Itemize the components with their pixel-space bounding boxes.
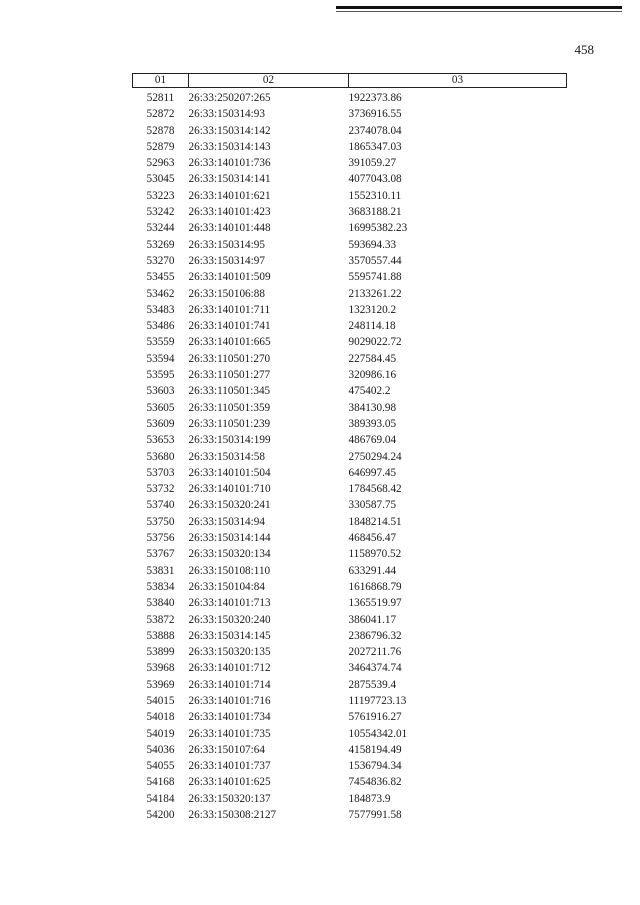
cell-cadastral-number: 26:33:140101:734 <box>188 711 271 724</box>
table-row <box>133 497 567 513</box>
cell-id: 53653 <box>146 434 175 447</box>
cell-cadastral-number: 26:33:140101:509 <box>188 271 271 284</box>
cell-value: 1536794.34 <box>348 760 402 773</box>
cell-id: 53840 <box>146 597 175 610</box>
header-rule <box>336 6 622 9</box>
table-row <box>133 546 567 562</box>
table-row <box>133 400 567 416</box>
cell-id: 53594 <box>146 352 175 365</box>
table-row <box>133 302 567 318</box>
cell-cadastral-number: 26:33:140101:737 <box>188 760 271 773</box>
table-row <box>133 286 567 302</box>
cell-value: 593694.33 <box>348 238 397 251</box>
cell-value: 391059.27 <box>348 157 397 170</box>
table-row <box>133 88 567 107</box>
table-row <box>133 220 567 236</box>
cell-value: 1848214.51 <box>348 515 402 528</box>
cell-value: 1552310.11 <box>348 189 402 202</box>
cell-id: 53732 <box>146 483 175 496</box>
table-row <box>133 123 567 139</box>
table-row <box>133 612 567 628</box>
cell-cadastral-number: 26:33:140101:712 <box>188 662 271 675</box>
cell-value: 468456.47 <box>348 532 397 545</box>
cell-id: 53269 <box>146 238 175 251</box>
cell-cadastral-number: 26:33:150314:97 <box>188 254 265 267</box>
cell-value: 1784568.42 <box>348 483 402 496</box>
cell-id: 53483 <box>146 303 175 316</box>
cell-cadastral-number: 26:33:110501:345 <box>188 385 271 398</box>
cell-cadastral-number: 26:33:150320:137 <box>188 792 271 805</box>
cell-value: 7577991.58 <box>348 809 402 822</box>
cell-id: 52879 <box>146 140 175 153</box>
cell-cadastral-number: 26:33:140101:625 <box>188 776 271 789</box>
cell-cadastral-number: 26:33:140101:735 <box>188 727 271 740</box>
cell-id: 52963 <box>146 157 175 170</box>
cell-value: 11197723.13 <box>348 694 407 707</box>
cell-id: 54018 <box>146 711 175 724</box>
table-row <box>133 432 567 448</box>
column-header-03: 03 <box>349 74 567 88</box>
cell-cadastral-number: 26:33:150320:134 <box>188 548 271 561</box>
table-row <box>133 514 567 530</box>
cell-id: 53888 <box>146 629 175 642</box>
cell-id: 54200 <box>146 809 175 822</box>
cell-value: 10554342.01 <box>348 727 408 740</box>
cell-id: 54168 <box>146 776 175 789</box>
cell-value: 4158194.49 <box>348 743 402 756</box>
cell-value: 486769.04 <box>348 434 397 447</box>
page-number: 458 <box>574 42 594 57</box>
cell-cadastral-number: 26:33:150106:88 <box>188 287 265 300</box>
cell-value: 2750294.24 <box>348 450 402 463</box>
cell-id: 53045 <box>146 173 175 186</box>
cell-value: 2027211.76 <box>348 646 402 659</box>
cell-id: 53740 <box>146 499 175 512</box>
cell-value: 2133261.22 <box>348 287 402 300</box>
table-row <box>133 171 567 187</box>
cell-cadastral-number: 26:33:150314:145 <box>188 629 271 642</box>
cell-value: 184873.9 <box>348 792 391 805</box>
cell-value: 3683188.21 <box>348 206 402 219</box>
column-header-02: 02 <box>189 74 349 88</box>
table-row <box>133 563 567 579</box>
cell-cadastral-number: 26:33:150314:141 <box>188 173 271 186</box>
table-body <box>133 88 567 824</box>
table-row <box>133 334 567 350</box>
cell-id: 53968 <box>146 662 175 675</box>
cell-id: 53831 <box>146 564 175 577</box>
cell-value: 2875539.4 <box>348 678 397 691</box>
table-row <box>133 726 567 742</box>
cell-value: 1365519.97 <box>348 597 402 610</box>
table-row <box>133 644 567 660</box>
cell-cadastral-number: 26:33:140101:711 <box>188 303 271 316</box>
cell-id: 54184 <box>146 792 175 805</box>
cell-value: 330587.75 <box>348 499 397 512</box>
cell-value: 1922373.86 <box>348 92 402 104</box>
table-row <box>133 579 567 595</box>
cell-cadastral-number: 26:33:150314:93 <box>188 108 265 121</box>
cell-cadastral-number: 26:33:110501:359 <box>188 401 271 414</box>
cell-cadastral-number: 26:33:150314:95 <box>188 238 265 251</box>
cell-cadastral-number: 26:33:150104:84 <box>188 580 265 593</box>
table-row <box>133 791 567 807</box>
cell-cadastral-number: 26:33:250207:265 <box>188 92 271 104</box>
cell-id: 53455 <box>146 271 175 284</box>
cell-id: 54015 <box>146 694 175 707</box>
cell-value: 1323120.2 <box>348 303 397 316</box>
cell-id: 52878 <box>146 124 175 137</box>
cell-value: 5761916.27 <box>348 711 402 724</box>
cell-value: 4077043.08 <box>348 173 402 186</box>
cell-cadastral-number: 26:33:140101:713 <box>188 597 271 610</box>
cell-cadastral-number: 26:33:140101:741 <box>188 320 271 333</box>
cell-value: 320986.16 <box>348 369 397 382</box>
cell-id: 53609 <box>146 417 175 430</box>
cell-id: 53703 <box>146 466 175 479</box>
table-row <box>133 595 567 611</box>
cell-cadastral-number: 26:33:140101:710 <box>188 483 271 496</box>
cell-id: 53969 <box>146 678 175 691</box>
cell-value: 3570557.44 <box>348 254 402 267</box>
table-row <box>133 660 567 676</box>
cell-value: 389393.05 <box>348 417 397 430</box>
cell-cadastral-number: 26:33:140101:504 <box>188 466 271 479</box>
cell-value: 7454836.82 <box>348 776 402 789</box>
cell-cadastral-number: 26:33:150308:2127 <box>188 809 277 822</box>
cell-value: 248114.18 <box>348 320 396 333</box>
cell-cadastral-number: 26:33:110501:270 <box>188 352 271 365</box>
table-row <box>133 481 567 497</box>
cell-id: 53223 <box>146 189 175 202</box>
table-row <box>133 155 567 171</box>
cell-cadastral-number: 26:33:150107:64 <box>188 743 265 756</box>
table-row <box>133 416 567 432</box>
cell-cadastral-number: 26:33:140101:716 <box>188 694 271 707</box>
data-table <box>132 73 567 823</box>
cell-cadastral-number: 26:33:150314:58 <box>188 450 265 463</box>
cell-value: 633291.44 <box>348 564 397 577</box>
table-row <box>133 383 567 399</box>
table-row <box>133 693 567 709</box>
cell-value: 1158970.52 <box>348 548 402 561</box>
cell-id: 53756 <box>146 532 175 545</box>
table-row <box>133 628 567 644</box>
table-row <box>133 530 567 546</box>
table-row <box>133 139 567 155</box>
cell-value: 16995382.23 <box>348 222 408 235</box>
cell-cadastral-number: 26:33:150314:94 <box>188 515 265 528</box>
cell-value: 646997.45 <box>348 466 397 479</box>
table-row <box>133 204 567 220</box>
cell-value: 384130.98 <box>348 401 397 414</box>
cell-cadastral-number: 26:33:150314:144 <box>188 532 271 545</box>
cell-cadastral-number: 26:33:110501:239 <box>188 417 271 430</box>
table-row <box>133 106 567 122</box>
table-row <box>133 188 567 204</box>
cell-cadastral-number: 26:33:150314:142 <box>188 124 271 137</box>
cell-cadastral-number: 26:33:150314:199 <box>188 434 271 447</box>
header-rule-thin <box>336 11 622 12</box>
table-row <box>133 807 567 823</box>
cell-id: 52872 <box>146 108 175 121</box>
cell-cadastral-number: 26:33:150108:110 <box>188 564 271 577</box>
cell-id: 52811 <box>146 92 175 104</box>
table-row <box>133 677 567 693</box>
cell-id: 53834 <box>146 580 175 593</box>
table-row <box>133 465 567 481</box>
cell-cadastral-number: 26:33:140101:423 <box>188 206 271 219</box>
cell-cadastral-number: 26:33:150320:240 <box>188 613 271 626</box>
cell-cadastral-number: 26:33:150320:241 <box>188 499 271 512</box>
cell-cadastral-number: 26:33:150320:135 <box>188 646 271 659</box>
cell-value: 1865347.03 <box>348 140 402 153</box>
cell-value: 3464374.74 <box>348 662 402 675</box>
table-row <box>133 351 567 367</box>
table-row <box>133 449 567 465</box>
table-row <box>133 742 567 758</box>
column-header-01: 01 <box>133 74 189 88</box>
cell-value: 3736916.55 <box>348 108 402 121</box>
cell-id: 53899 <box>146 646 175 659</box>
cell-id: 53244 <box>146 222 175 235</box>
cell-value: 2374078.04 <box>348 124 402 137</box>
cell-id: 53603 <box>146 385 175 398</box>
cell-id: 54036 <box>146 743 175 756</box>
cell-id: 53680 <box>146 450 175 463</box>
cell-id: 53242 <box>146 206 175 219</box>
cell-id: 54019 <box>146 727 175 740</box>
table-row <box>133 709 567 725</box>
table-header-row <box>133 74 567 88</box>
table-row <box>133 269 567 285</box>
cell-cadastral-number: 26:33:140101:714 <box>188 678 271 691</box>
cell-id: 53486 <box>146 320 175 333</box>
cell-value: 227584.45 <box>348 352 397 365</box>
cell-value: 475402.2 <box>348 385 391 398</box>
table-row <box>133 318 567 334</box>
cell-value: 386041.17 <box>348 613 397 626</box>
cell-id: 53595 <box>146 369 175 382</box>
cell-cadastral-number: 26:33:140101:448 <box>188 222 271 235</box>
cell-cadastral-number: 26:33:110501:277 <box>188 369 271 382</box>
cell-id: 53270 <box>146 254 175 267</box>
cell-cadastral-number: 26:33:140101:665 <box>188 336 271 349</box>
table-row <box>133 253 567 269</box>
table-row <box>133 774 567 790</box>
table-row <box>133 367 567 383</box>
cell-id: 53559 <box>146 336 175 349</box>
cell-id: 53767 <box>146 548 175 561</box>
cell-cadastral-number: 26:33:150314:143 <box>188 140 271 153</box>
cell-cadastral-number: 26:33:140101:621 <box>188 189 271 202</box>
cell-id: 54055 <box>146 760 175 773</box>
cell-value: 1616868.79 <box>348 580 402 593</box>
cell-cadastral-number: 26:33:140101:736 <box>188 157 271 170</box>
cell-id: 53872 <box>146 613 175 626</box>
cell-id: 53750 <box>146 515 175 528</box>
cell-value: 5595741.88 <box>348 271 402 284</box>
cell-value: 9029022.72 <box>348 336 402 349</box>
table-row <box>133 758 567 774</box>
cell-value: 2386796.32 <box>348 629 402 642</box>
table-row <box>133 237 567 253</box>
cell-id: 53605 <box>146 401 175 414</box>
cell-id: 53462 <box>146 287 175 300</box>
